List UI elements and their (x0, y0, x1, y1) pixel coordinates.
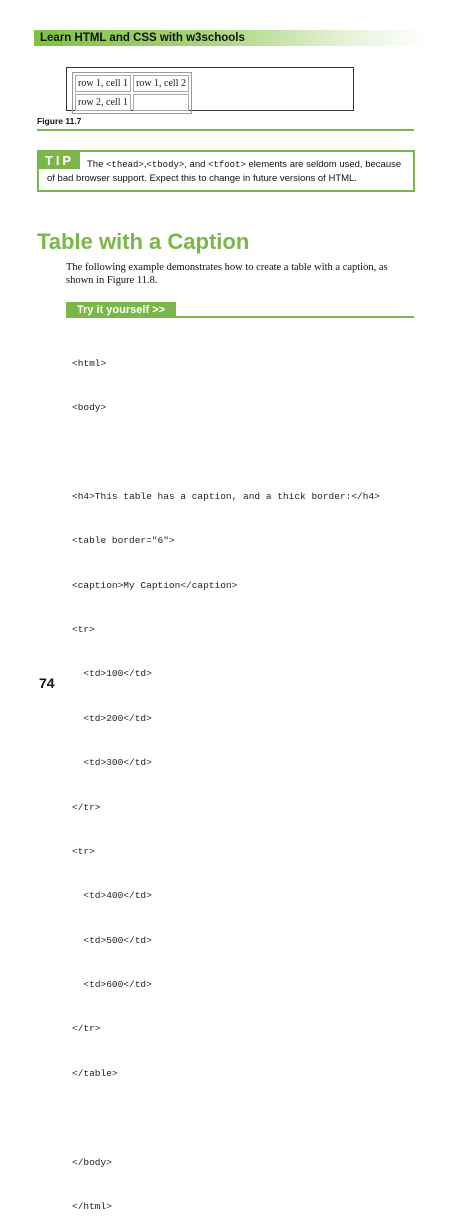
table-cell-empty (133, 94, 189, 111)
code-line (72, 445, 380, 460)
table-cell: row 2, cell 1 (75, 94, 131, 111)
tip-text (47, 158, 407, 185)
code-line: <tr> (72, 845, 95, 857)
code-line: <body> (72, 401, 107, 413)
code-line: <td>400</td> (72, 890, 152, 902)
code-line: </tr> (72, 801, 101, 813)
code-line: <td>600</td> (72, 979, 152, 991)
tip-code-thead: <thead> (106, 160, 144, 170)
tip-code-tbody: <tbody> (146, 160, 185, 170)
table-cell: row 1, cell 1 (75, 75, 131, 92)
intro-paragraph: The following example demonstrates how to create a table with a caption, as shown in Figure 11.8. (66, 262, 388, 286)
tip-label: TIP (39, 152, 80, 169)
tip-text-part: elements are seldom used, because of bad browser support. Expect this to change in future versions of HTML. (47, 159, 402, 184)
try-it-yourself-button[interactable]: Try it yourself >> (66, 302, 176, 318)
table-cell: row 1, cell 2 (133, 75, 189, 92)
code-block (72, 327, 380, 1230)
tip-text-part: The (87, 159, 107, 170)
code-line: </table> (72, 1067, 118, 1079)
code-line: </tr> (72, 1023, 101, 1035)
table-row (75, 75, 189, 92)
code-line (72, 1111, 380, 1126)
code-line: <html> (72, 357, 107, 369)
code-line: <tr> (72, 623, 95, 635)
section-title: Table with a Caption (37, 229, 250, 254)
code-line: <td>100</td> (72, 668, 152, 680)
code-line: <caption>My Caption</caption> (72, 579, 238, 591)
page-number: 74 (39, 675, 55, 691)
running-header-title: Learn HTML and CSS with w3schools (40, 32, 245, 44)
code-line: </html> (72, 1201, 112, 1213)
table-row (75, 94, 189, 111)
code-line: <td>200</td> (72, 712, 152, 724)
tip-text-part: , (143, 159, 147, 170)
code-line: <h4>This table has a caption, and a thick border:</h4> (72, 490, 380, 502)
tip-text-part: , and (184, 159, 209, 170)
divider (37, 129, 414, 131)
code-line: <td>300</td> (72, 757, 152, 769)
code-line: <td>500</td> (72, 934, 152, 946)
code-line: </body> (72, 1156, 112, 1168)
tip-code-tfoot: <tfoot> (208, 160, 246, 170)
figure-table (72, 72, 192, 114)
figure-caption: Figure 11.7 (37, 116, 82, 126)
code-line: <table border="6"> (72, 535, 175, 547)
